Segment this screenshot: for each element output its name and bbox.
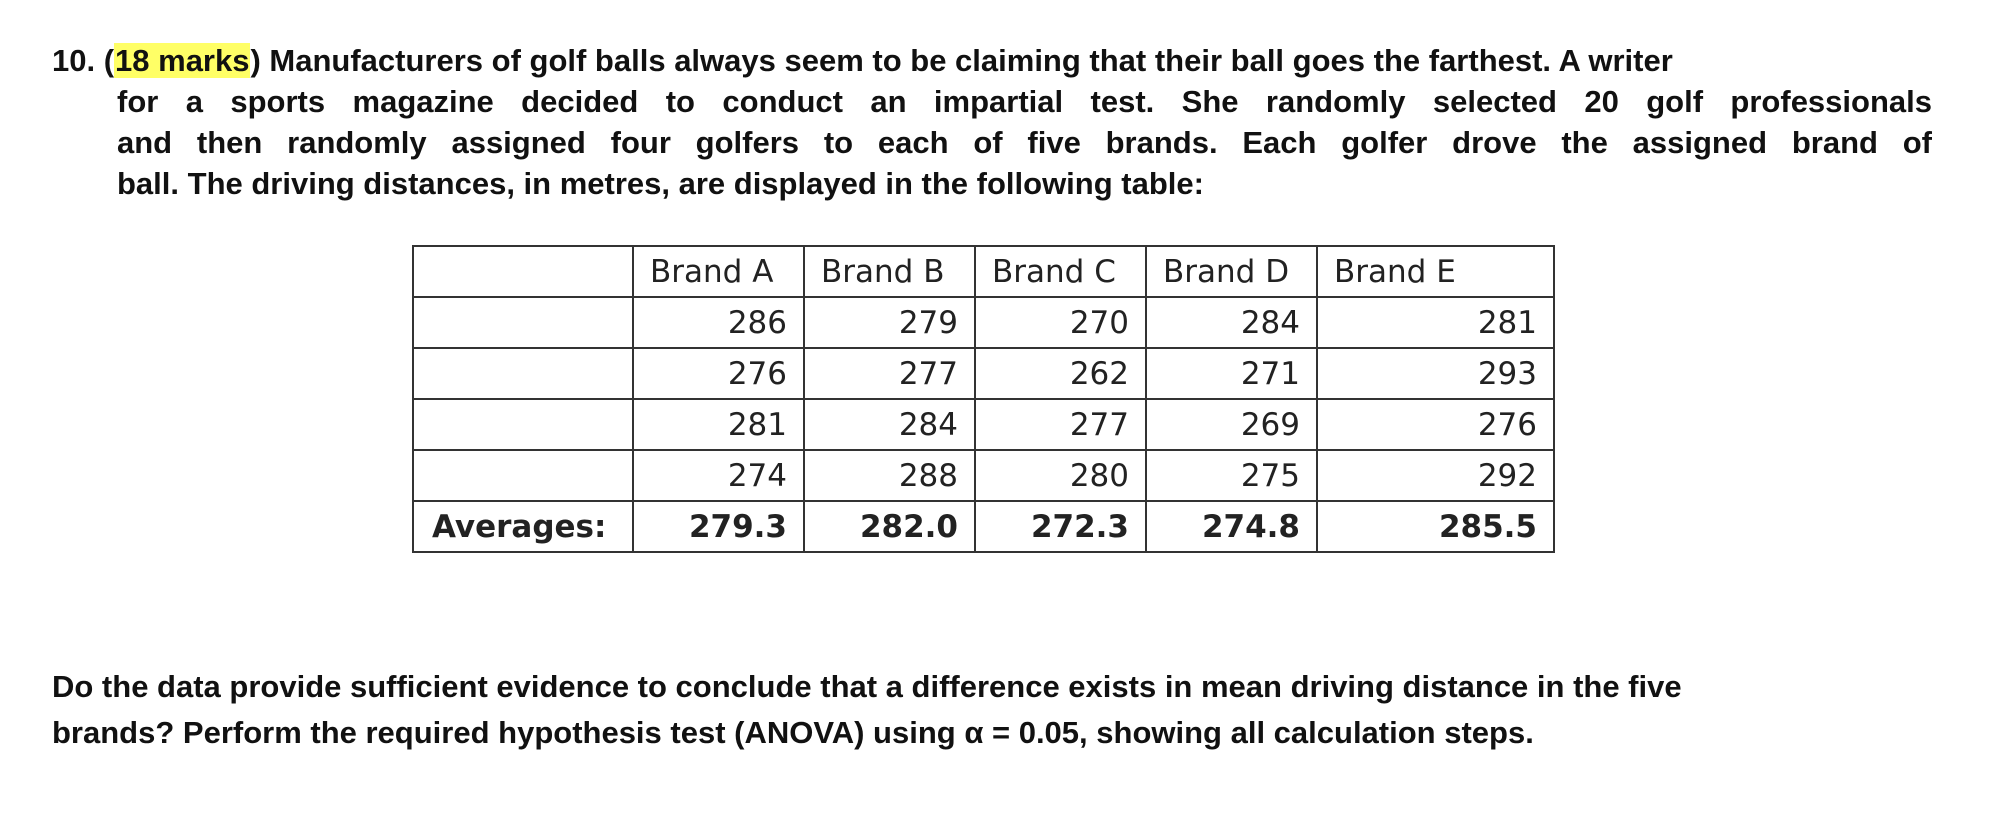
average-brand-a: 279.3 <box>633 501 804 552</box>
table-cell: 276 <box>1317 399 1554 450</box>
question-line-1 <box>52 40 1932 81</box>
header-brand-a: Brand A <box>633 246 804 297</box>
table-row <box>413 399 1554 450</box>
table-cell: 269 <box>1146 399 1317 450</box>
table-header-row <box>413 246 1554 297</box>
question-line-4: ball. The driving distances, in metres, are displayed in the following table: <box>117 166 1204 201</box>
table-cell: 288 <box>804 450 975 501</box>
question-number: 10. ( <box>52 43 115 78</box>
averages-row <box>413 501 1554 552</box>
table-row <box>413 450 1554 501</box>
marks-highlight: 18 marks <box>115 43 250 78</box>
table-cell: 286 <box>633 297 804 348</box>
table-row <box>413 297 1554 348</box>
row-label-cell <box>413 399 633 450</box>
row-label-cell <box>413 450 633 501</box>
table-cell: 277 <box>804 348 975 399</box>
question-line-1-text: ) Manufacturers of golf balls always seem to be claiming that their ball goes the farthest. A writer <box>250 43 1673 78</box>
average-brand-e: 285.5 <box>1317 501 1554 552</box>
table-cell: 270 <box>975 297 1146 348</box>
header-brand-d: Brand D <box>1146 246 1317 297</box>
table-cell: 281 <box>1317 297 1554 348</box>
header-brand-e: Brand E <box>1317 246 1554 297</box>
question-text <box>52 40 1932 204</box>
table-cell: 262 <box>975 348 1146 399</box>
prompt-line-1: Do the data provide sufficient evidence to conclude that a difference exists in mean driving distance in the five <box>52 669 1682 704</box>
table-cell: 274 <box>633 450 804 501</box>
average-brand-d: 274.8 <box>1146 501 1317 552</box>
header-brand-c: Brand C <box>975 246 1146 297</box>
header-brand-b: Brand B <box>804 246 975 297</box>
table-cell: 275 <box>1146 450 1317 501</box>
row-label-cell <box>413 348 633 399</box>
table-cell: 284 <box>1146 297 1317 348</box>
average-brand-b: 282.0 <box>804 501 975 552</box>
table-cell: 293 <box>1317 348 1554 399</box>
driving-distance-table <box>412 245 1555 553</box>
table-cell: 279 <box>804 297 975 348</box>
table-cell: 280 <box>975 450 1146 501</box>
table-cell: 281 <box>633 399 804 450</box>
prompt-line-2: brands? Perform the required hypothesis test (ANOVA) using α = 0.05, showing all calculation steps. <box>52 715 1534 750</box>
average-brand-c: 272.3 <box>975 501 1146 552</box>
row-label-cell <box>413 297 633 348</box>
header-cell-blank <box>413 246 633 297</box>
table-cell: 276 <box>633 348 804 399</box>
table-row <box>413 348 1554 399</box>
table-cell: 284 <box>804 399 975 450</box>
table-cell: 292 <box>1317 450 1554 501</box>
question-line-3: and then randomly assigned four golfers to each of five brands. Each golfer drove the assigned brand of <box>117 125 1932 160</box>
averages-label: Averages: <box>413 501 633 552</box>
question-line-2: for a sports magazine decided to conduct an impartial test. She randomly selected 20 golf professionals <box>117 84 1932 119</box>
table-cell: 277 <box>975 399 1146 450</box>
table-cell: 271 <box>1146 348 1317 399</box>
anova-prompt <box>52 664 1932 756</box>
